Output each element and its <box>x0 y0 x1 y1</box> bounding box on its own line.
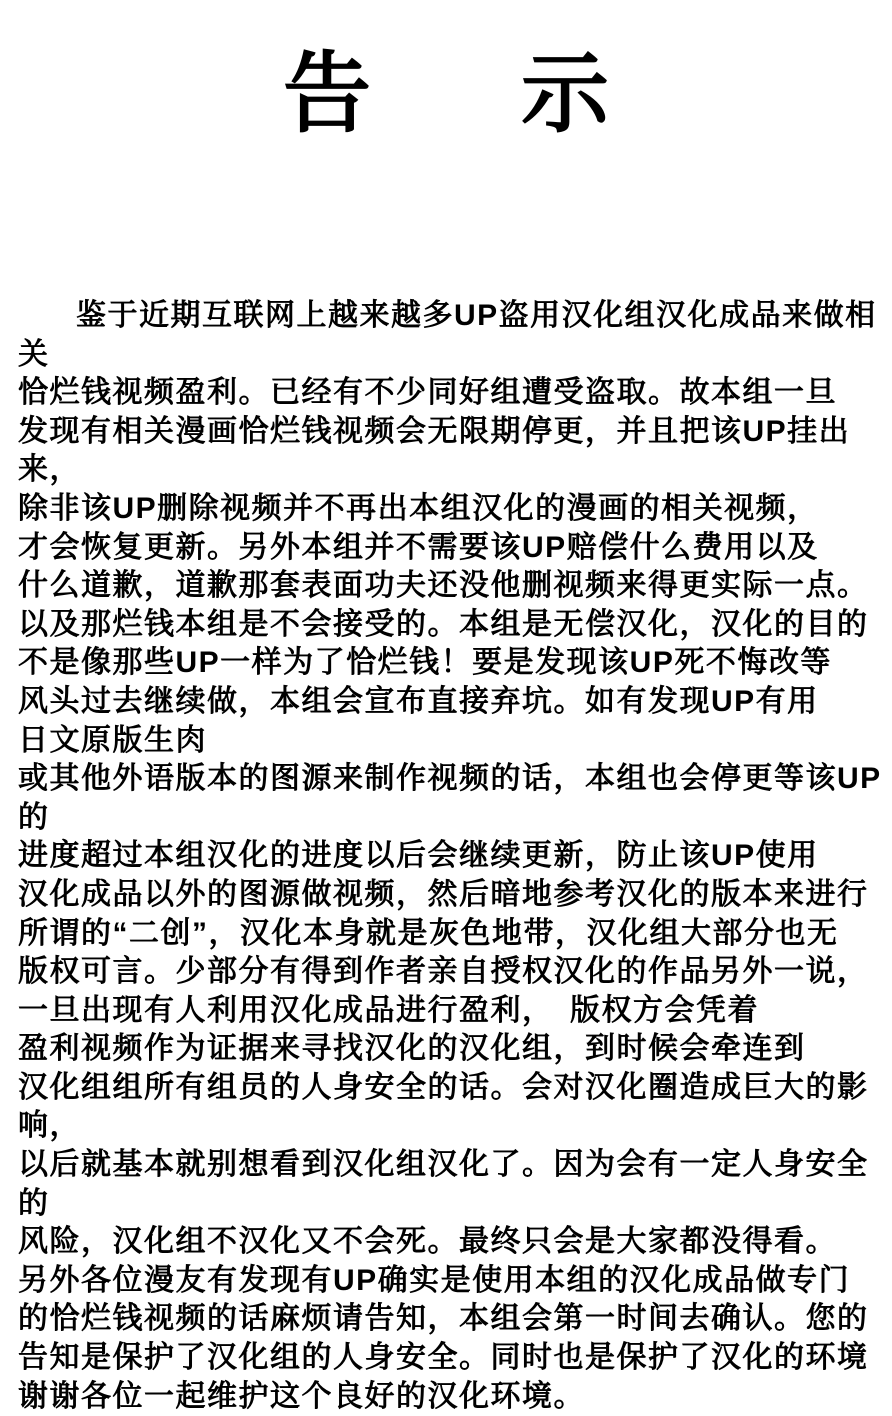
notice-line: 风险，汉化组不汉化又不会死。最终只会是大家都没得看。 <box>18 1225 837 1259</box>
notice-line: 以后就基本就别想看到汉化组汉化了。因为会有一定人身安全的 <box>18 1148 869 1220</box>
notice-line: 什么道歉，道歉那套表面功夫还没他删视频来得更实际一点。 <box>18 569 869 603</box>
notice-line: 所谓的“二创”，汉化本身就是灰色地带，汉化组大部分也无 <box>18 916 839 950</box>
notice-line: 恰烂钱视频盈利。已经有不少同好组遭受盗取。故本组一旦 <box>18 376 837 410</box>
notice-line: 汉化成品以外的图源做视频，然后暗地参考汉化的版本来进行 <box>18 877 869 911</box>
notice-line: 的恰烂钱视频的话麻烦请告知，本组会第一时间去确认。您的 <box>18 1302 869 1336</box>
notice-line: 一旦出现有人利用汉化成品进行盈利， 版权方会凭着 <box>18 993 759 1027</box>
notice-line: 另外各位漫友有发现有UP确实是使用本组的汉化成品做专门 <box>18 1263 851 1297</box>
notice-line: 谢谢各位一起维护这个良好的汉化环境。 <box>18 1379 585 1413</box>
title-char-left: 告 <box>282 44 371 143</box>
notice-line: 不是像那些UP一样为了恰烂钱！要是发现该UP死不悔改等 <box>18 646 832 680</box>
notice-line: 除非该UP删除视频并不再出本组汉化的漫画的相关视频， <box>18 491 819 525</box>
notice-line: 日文原版生肉 <box>18 723 207 757</box>
notice-line: 鉴于近期互联网上越来越多UP盗用汉化组汉化成品来做相关 <box>18 299 877 371</box>
notice-line: 发现有相关漫画恰烂钱视频会无限期停更，并且把该UP挂出来， <box>18 414 851 487</box>
notice-line: 版权可言。少部分有得到作者亲自授权汉化的作品另外一说， <box>18 955 869 989</box>
notice-line: 以及那烂钱本组是不会接受的。本组是无偿汉化，汉化的目的 <box>18 607 869 641</box>
notice-line: 告知是保护了汉化组的人身安全。同时也是保护了汉化的环境 <box>18 1341 869 1375</box>
notice-line: 风头过去继续做，本组会宣布直接弃坑。如有发现UP有用 <box>18 684 819 718</box>
notice-line: 或其他外语版本的图源来制作视频的话，本组也会停更等该UP的 <box>18 762 882 834</box>
notice-line: 才会恢复更新。另外本组并不需要该UP赔偿什么费用以及 <box>18 530 819 564</box>
notice-line: 盈利视频作为证据来寻找汉化的汉化组，到时候会牵连到 <box>18 1032 806 1066</box>
title-char-right: 示 <box>521 44 610 143</box>
notice-line: 汉化组组所有组员的人身安全的话。会对汉化圈造成巨大的影响， <box>18 1070 869 1143</box>
notice-body <box>18 297 884 1416</box>
page-title <box>0 44 892 144</box>
notice-line: 进度超过本组汉化的进度以后会继续更新，防止该UP使用 <box>18 839 819 873</box>
